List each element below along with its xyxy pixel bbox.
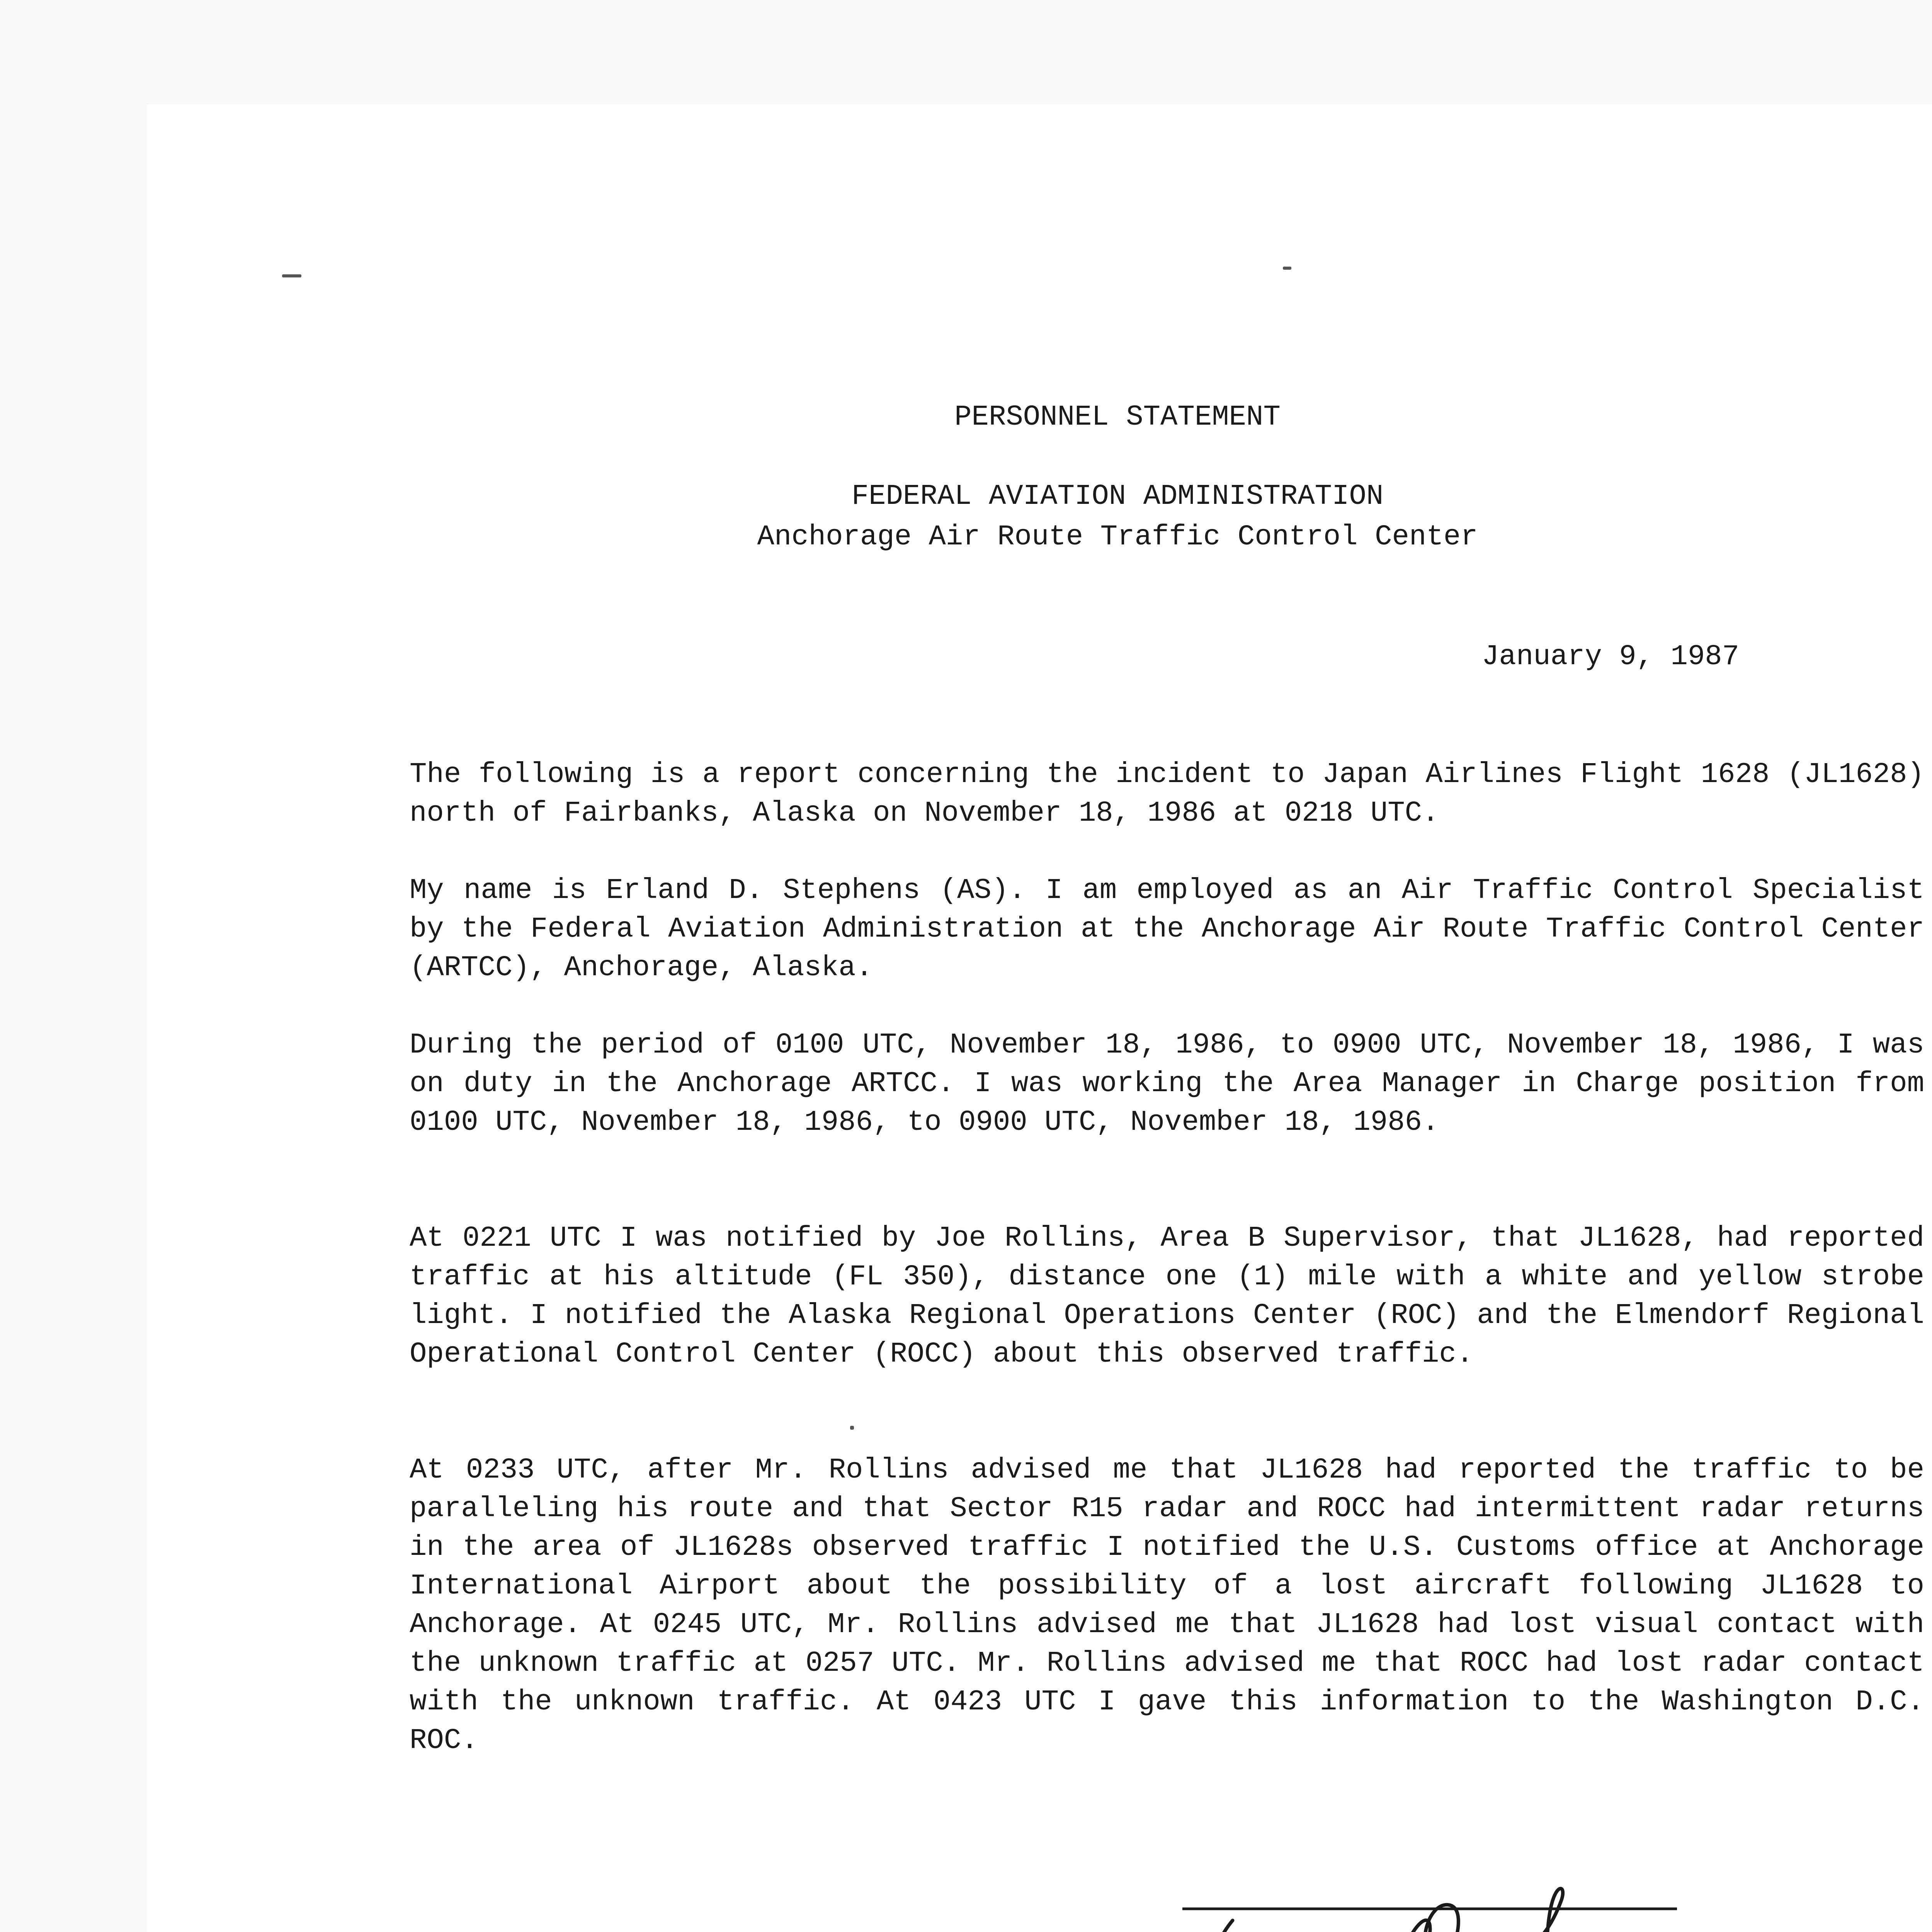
paragraph-intro: The following is a report concerning the incident to Japan Airlines Flight 1628 (JL1628) north of Fairbanks, Alaska on November 18, 1986 at 0218 UTC.: [410, 759, 1924, 830]
paragraph-traffic-report: At 0233 UTC, after Mr. Rollins advised me that JL1628 had reported the traffic to be paralleling his route and that Sector R15 radar and ROCC had intermittent radar returns in the area of JL1628s observed traffic I notified the U.S. Customs office at Anchorage International Airport about the possibility of a lost aircraft following JL1628 to Anchorage. At 0245 UTC, Mr. Rollins advised me that JL1628 had lost visual contact with the unknown traffic at 0257 UTC. Mr. Rollins advised me that ROCC had lost radar contact with the unknown traffic. At 0423 UTC I gave this information to the Washington D.C. ROC.: [410, 1454, 1924, 1757]
scan-speck: [1283, 267, 1291, 270]
statement-date: January 9, 1987: [1482, 641, 1740, 673]
agency-name: FEDERAL AVIATION ADMINISTRATION: [851, 480, 1384, 513]
handwritten-signature: [1179, 1862, 1758, 1932]
scan-speck: [282, 274, 301, 277]
paragraph-duty: During the period of 0100 UTC, November 18, 1986, to 0900 UTC, November 18, 1986, I was on duty in the Anchorage ARTCC. I was working the Area Manager in Charge position from 0100 UTC, November 18, 1986, to 0900 UTC, November 18, 1986.: [410, 1029, 1924, 1139]
scan-speck: [850, 1426, 854, 1430]
paragraph-notification: At 0221 UTC I was notified by Joe Rollins, Area B Supervisor, that JL1628, had reported traffic at his altitude (FL 350), distance one (1) mile with a white and yellow strobe light. I notified the Alaska Regional Operations Center (ROC) and the Elmendorf Regional Operational Control Center (ROCC) about this observed traffic.: [410, 1222, 1924, 1371]
facility-name: Anchorage Air Route Traffic Control Center: [757, 521, 1478, 553]
statement-title: PERSONNEL STATEMENT: [954, 401, 1281, 434]
paragraph-identity: My name is Erland D. Stephens (AS). I am employed as an Air Traffic Control Specialist by the Federal Aviation Administration at the Anchorage Air Route Traffic Control Center (ARTCC), Anchorage, Alaska.: [410, 874, 1924, 984]
